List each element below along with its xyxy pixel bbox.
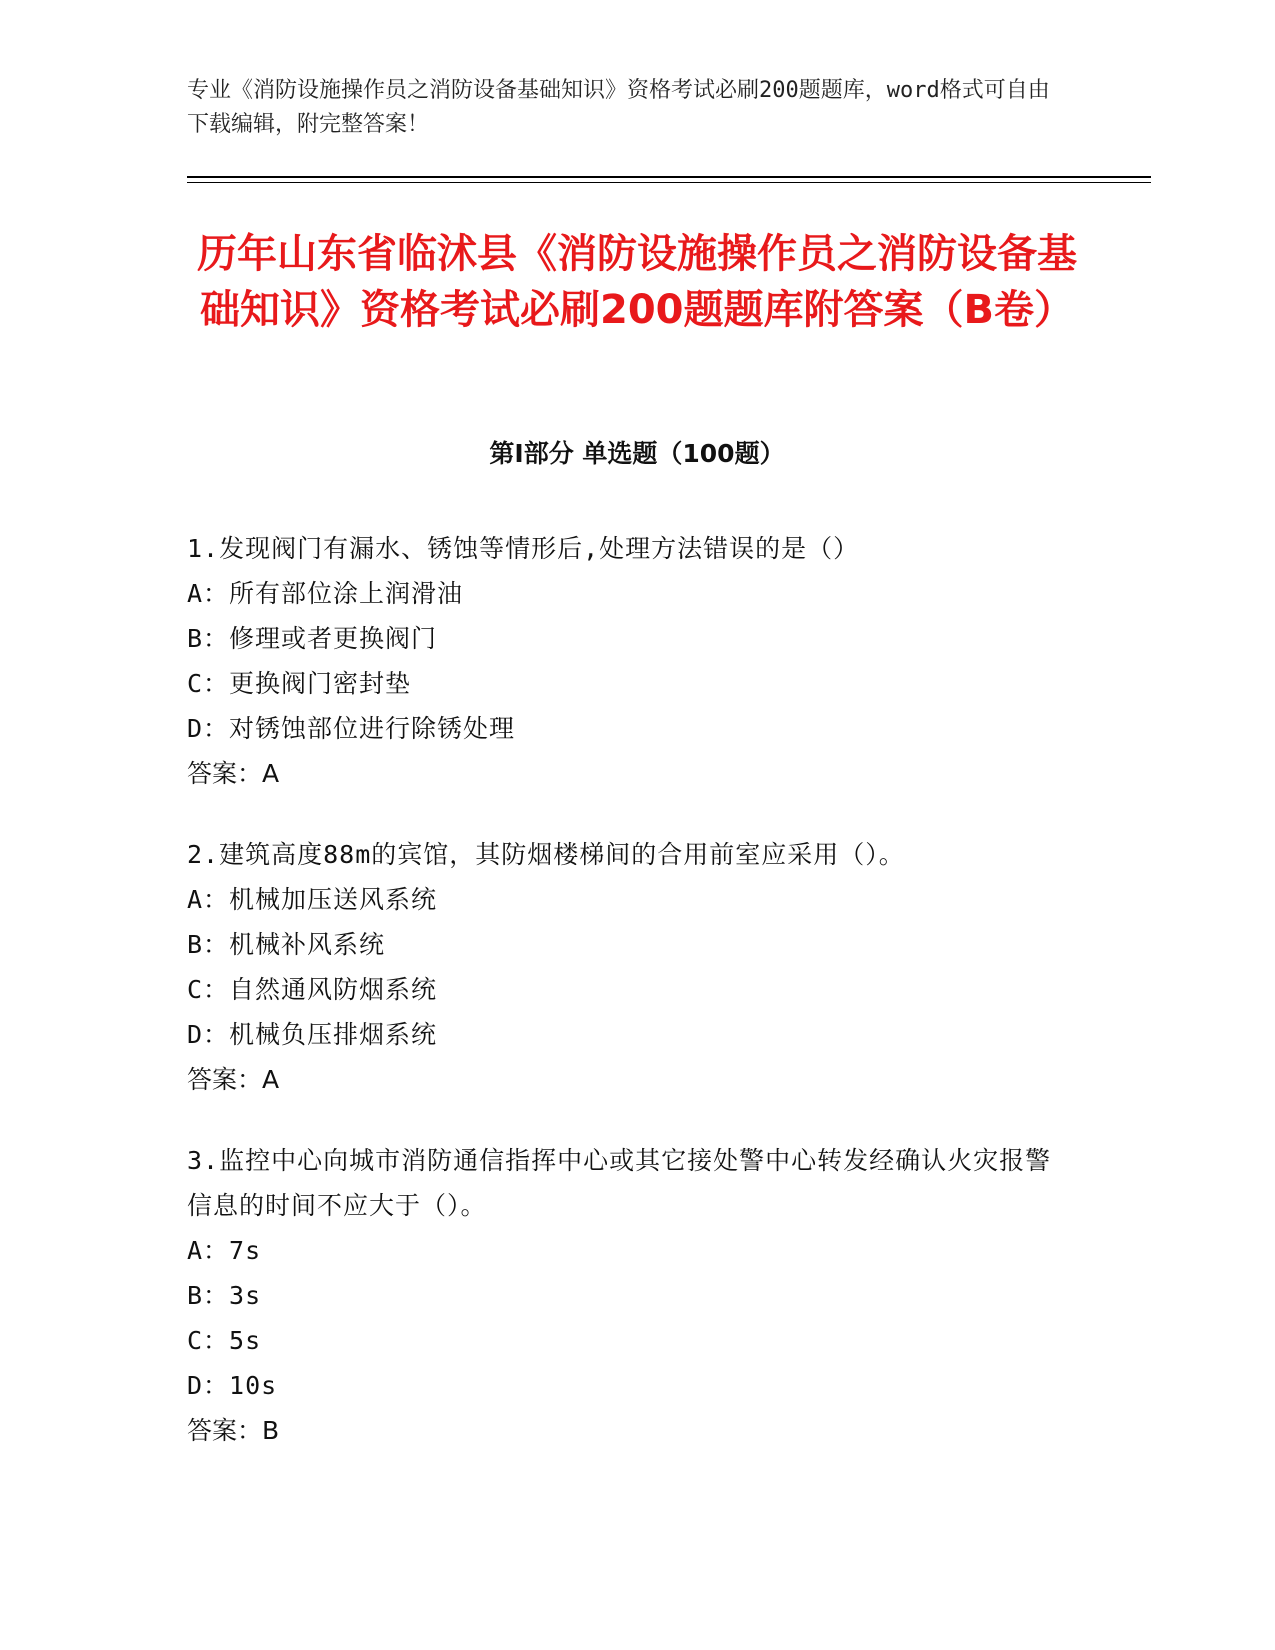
question-stem: 3.监控中心向城市消防通信指挥中心或其它接处警中心转发经确认火灾报警信息的时间不应大于（）。: [187, 1146, 1052, 1220]
question-list: [187, 526, 1067, 1489]
option-a: A：机械加压送风系统: [187, 885, 438, 914]
option-b: B：修理或者更换阀门: [187, 624, 438, 653]
option-c: C：更换阀门密封垫: [187, 669, 412, 698]
section-title: 第Ⅰ部分 单选题（100题）: [489, 439, 785, 468]
question-2: [187, 832, 1067, 1102]
option-d: D：机械负压排烟系统: [187, 1020, 438, 1049]
answer: 答案：B: [187, 1416, 280, 1445]
answer: 答案：A: [187, 759, 280, 788]
question-1: [187, 526, 1067, 796]
header-note: 专业《消防设施操作员之消防设备基础知识》资格考试必刷200题题库，word格式可自由下载编辑，附完整答案！: [187, 78, 1050, 137]
option-d: D：10s: [187, 1371, 278, 1400]
option-a: A：所有部位涂上润滑油: [187, 579, 464, 608]
option-b: B：机械补风系统: [187, 930, 386, 959]
answer: 答案：A: [187, 1065, 280, 1094]
header-divider-thick: [187, 176, 1151, 178]
option-d: D：对锈蚀部位进行除锈处理: [187, 714, 516, 743]
document-title: 历年山东省临沭县《消防设施操作员之消防设备基础知识》资格考试必刷200题题库附答案（B卷）: [197, 231, 1077, 333]
question-stem: 2.建筑高度88m的宾馆，其防烟楼梯间的合用前室应采用（）。: [187, 840, 905, 869]
option-c: C：自然通风防烟系统: [187, 975, 438, 1004]
option-c: C：5s: [187, 1326, 262, 1355]
header-divider-thin: [187, 182, 1151, 183]
option-b: B：3s: [187, 1281, 262, 1310]
question-stem: 1.发现阀门有漏水、锈蚀等情形后,处理方法错误的是（）: [187, 534, 860, 563]
question-3: [187, 1138, 1067, 1453]
option-a: A：7s: [187, 1236, 262, 1265]
